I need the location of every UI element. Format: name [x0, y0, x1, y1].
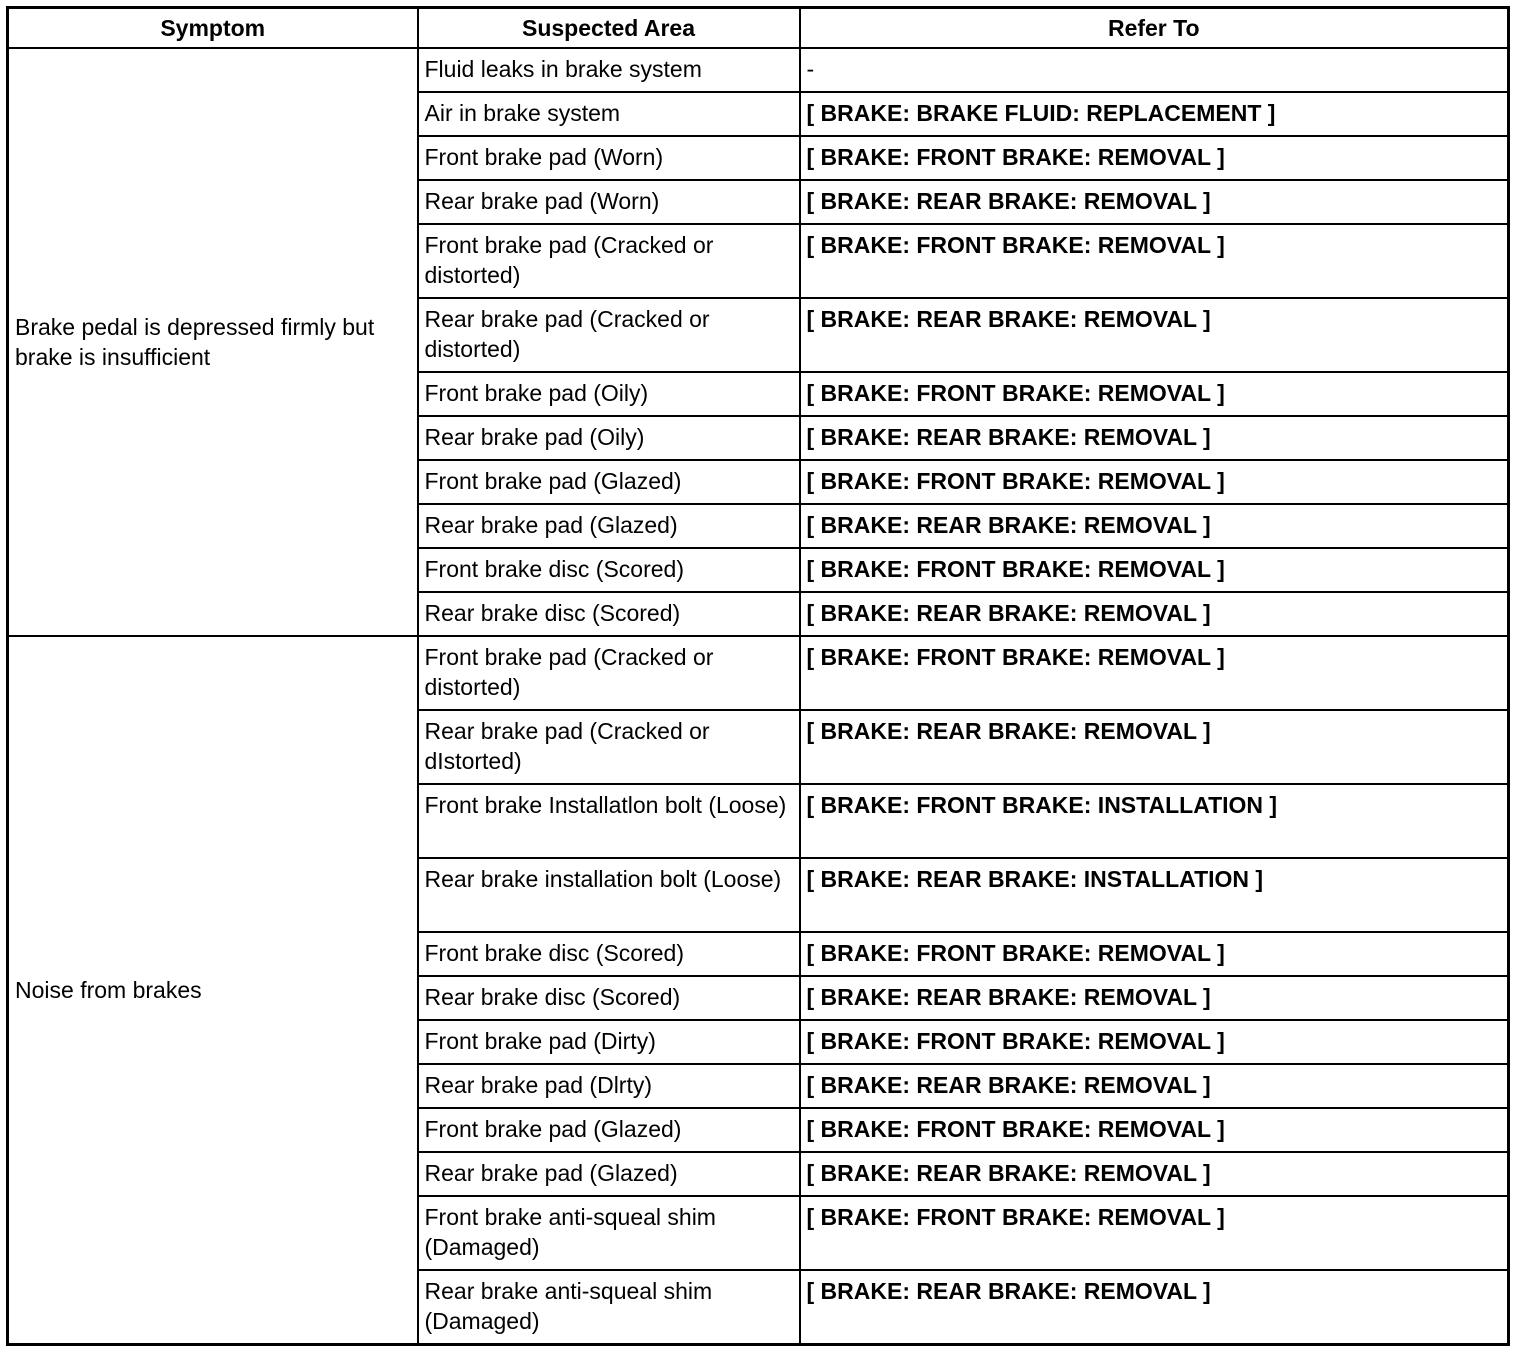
suspected-area-cell: Rear brake pad (Cracked or dIstorted) — [418, 710, 800, 784]
refer-to-link[interactable]: [ BRAKE: FRONT BRAKE: REMOVAL ] — [800, 1020, 1509, 1064]
refer-to-link[interactable]: [ BRAKE: REAR BRAKE: REMOVAL ] — [800, 1270, 1509, 1345]
symptom-cell: Noise from brakes — [8, 636, 418, 1345]
suspected-area-cell: Rear brake pad (Oily) — [418, 416, 800, 460]
suspected-area-cell: Front brake pad (Glazed) — [418, 1108, 800, 1152]
refer-to-link[interactable]: [ BRAKE: BRAKE FLUID: REPLACEMENT ] — [800, 92, 1509, 136]
suspected-area-cell: Front brake Installatlon bolt (Loose) — [418, 784, 800, 858]
refer-to-link[interactable]: [ BRAKE: REAR BRAKE: REMOVAL ] — [800, 180, 1509, 224]
suspected-area-cell: Rear brake installation bolt (Loose) — [418, 858, 800, 932]
refer-to-link[interactable]: [ BRAKE: FRONT BRAKE: REMOVAL ] — [800, 224, 1509, 298]
suspected-area-cell: Front brake pad (Oily) — [418, 372, 800, 416]
refer-to-link[interactable]: [ BRAKE: FRONT BRAKE: REMOVAL ] — [800, 136, 1509, 180]
header-refer-to: Refer To — [800, 8, 1509, 49]
refer-to-link[interactable]: [ BRAKE: FRONT BRAKE: REMOVAL ] — [800, 1108, 1509, 1152]
suspected-area-cell: Rear brake disc (Scored) — [418, 976, 800, 1020]
suspected-area-cell: Rear brake pad (Cracked or distorted) — [418, 298, 800, 372]
header-symptom: Symptom — [8, 8, 418, 49]
table-row — [8, 48, 1509, 92]
suspected-area-cell: Front brake disc (Scored) — [418, 932, 800, 976]
suspected-area-cell: Rear brake pad (Glazed) — [418, 1152, 800, 1196]
refer-to-link[interactable]: [ BRAKE: REAR BRAKE: INSTALLATION ] — [800, 858, 1509, 932]
suspected-area-cell: Rear brake pad (Dlrty) — [418, 1064, 800, 1108]
header-row — [8, 8, 1509, 49]
refer-to-cell: - — [800, 48, 1509, 92]
refer-to-link[interactable]: [ BRAKE: FRONT BRAKE: REMOVAL ] — [800, 548, 1509, 592]
symptom-cell: Brake pedal is depressed firmly but brake is insufficient — [8, 48, 418, 636]
refer-to-link[interactable]: [ BRAKE: REAR BRAKE: REMOVAL ] — [800, 298, 1509, 372]
suspected-area-cell: Front brake disc (Scored) — [418, 548, 800, 592]
refer-to-link[interactable]: [ BRAKE: REAR BRAKE: REMOVAL ] — [800, 710, 1509, 784]
suspected-area-cell: Front brake pad (Cracked or distorted) — [418, 636, 800, 710]
refer-to-link[interactable]: [ BRAKE: FRONT BRAKE: REMOVAL ] — [800, 372, 1509, 416]
suspected-area-cell: Front brake anti-squeal shim (Damaged) — [418, 1196, 800, 1270]
suspected-area-cell: Rear brake pad (Glazed) — [418, 504, 800, 548]
suspected-area-cell: Rear brake pad (Worn) — [418, 180, 800, 224]
refer-to-link[interactable]: [ BRAKE: REAR BRAKE: REMOVAL ] — [800, 976, 1509, 1020]
suspected-area-cell: Front brake pad (Cracked or distorted) — [418, 224, 800, 298]
table-row — [8, 636, 1509, 710]
header-suspected-area: Suspected Area — [418, 8, 800, 49]
suspected-area-cell: Rear brake anti-squeal shim (Damaged) — [418, 1270, 800, 1345]
suspected-area-cell: Front brake pad (Dirty) — [418, 1020, 800, 1064]
refer-to-link[interactable]: [ BRAKE: FRONT BRAKE: REMOVAL ] — [800, 1196, 1509, 1270]
refer-to-link[interactable]: [ BRAKE: REAR BRAKE: REMOVAL ] — [800, 1152, 1509, 1196]
refer-to-link[interactable]: [ BRAKE: FRONT BRAKE: REMOVAL ] — [800, 932, 1509, 976]
suspected-area-cell: Front brake pad (Worn) — [418, 136, 800, 180]
suspected-area-cell: Fluid leaks in brake system — [418, 48, 800, 92]
refer-to-link[interactable]: [ BRAKE: REAR BRAKE: REMOVAL ] — [800, 504, 1509, 548]
diagnostic-table — [6, 6, 1510, 1346]
refer-to-link[interactable]: [ BRAKE: FRONT BRAKE: REMOVAL ] — [800, 460, 1509, 504]
refer-to-link[interactable]: [ BRAKE: FRONT BRAKE: INSTALLATION ] — [800, 784, 1509, 858]
refer-to-link[interactable]: [ BRAKE: FRONT BRAKE: REMOVAL ] — [800, 636, 1509, 710]
suspected-area-cell: Air in brake system — [418, 92, 800, 136]
refer-to-link[interactable]: [ BRAKE: REAR BRAKE: REMOVAL ] — [800, 592, 1509, 636]
refer-to-link[interactable]: [ BRAKE: REAR BRAKE: REMOVAL ] — [800, 416, 1509, 460]
suspected-area-cell: Front brake pad (Glazed) — [418, 460, 800, 504]
suspected-area-cell: Rear brake disc (Scored) — [418, 592, 800, 636]
refer-to-link[interactable]: [ BRAKE: REAR BRAKE: REMOVAL ] — [800, 1064, 1509, 1108]
